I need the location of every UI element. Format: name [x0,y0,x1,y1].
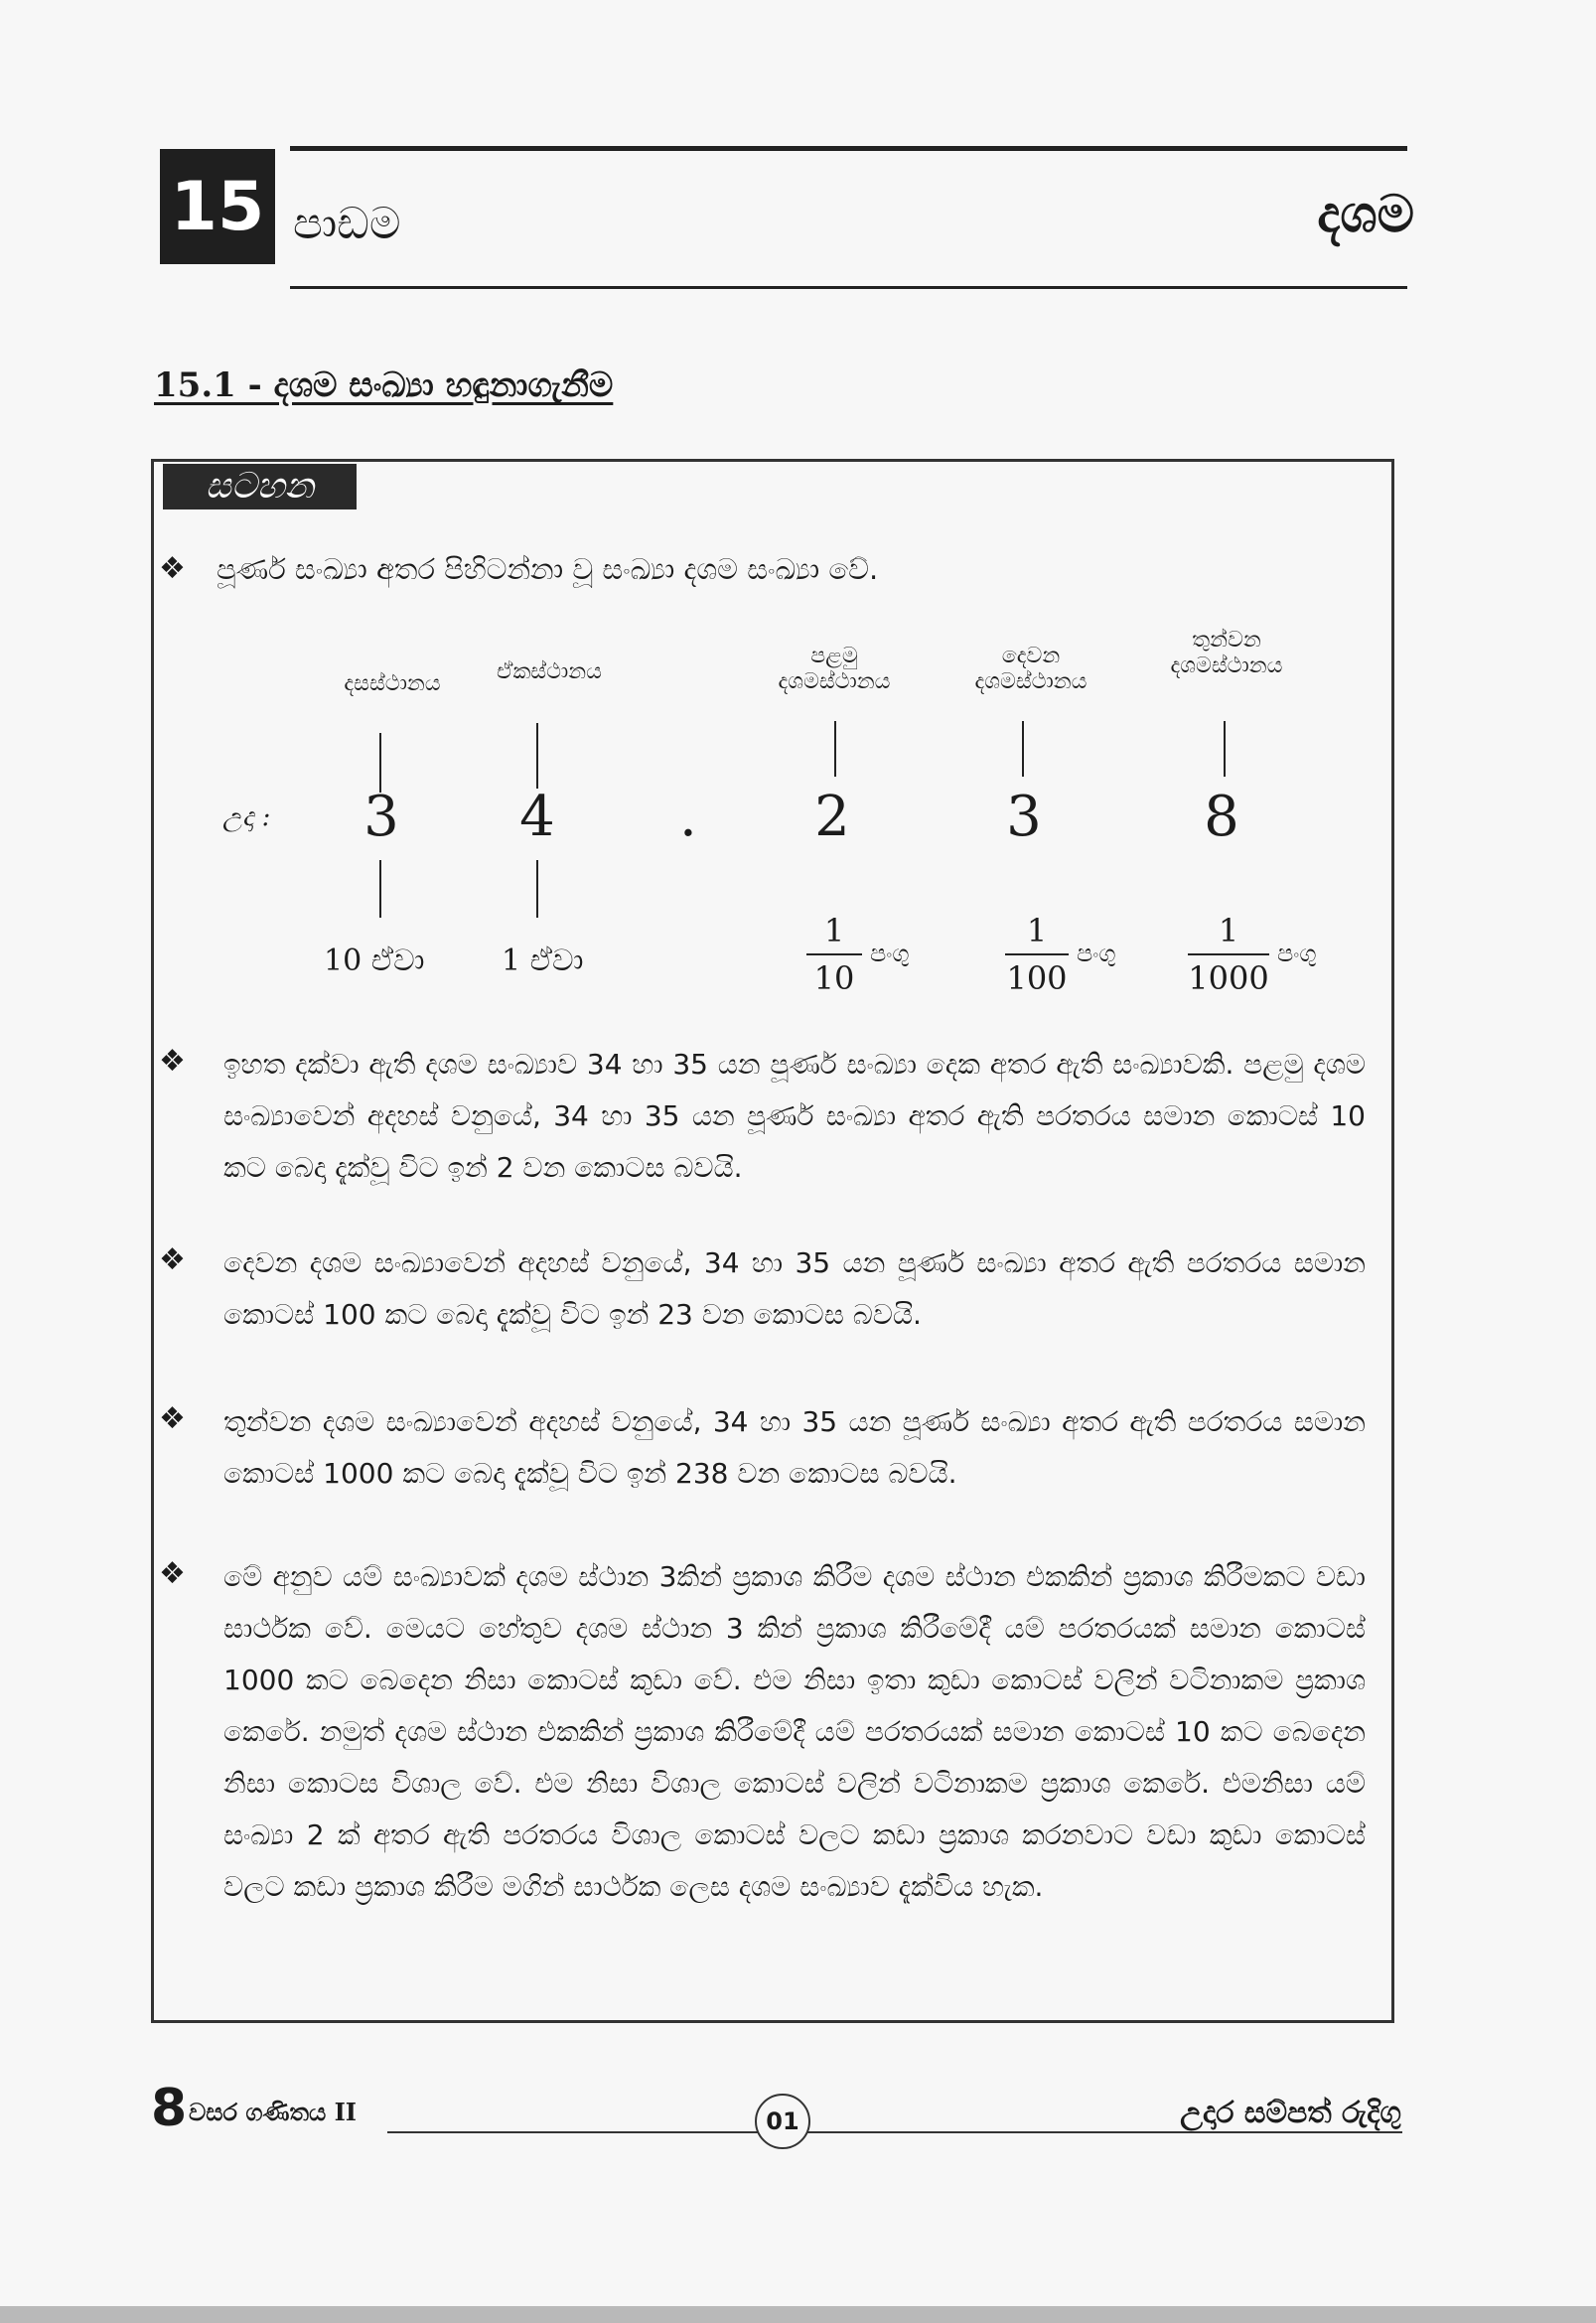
digit: 3 [1006,785,1042,849]
paragraph: ඉහත දක්වා ඇති දශම සංඛ්‍යාව 34 හා 35 යන පූර්ණ සංඛ්‍යා දෙක අතර ඇති සංඛ්‍යාවකි. පළමු දශම සංඛ්‍යාවෙන් අදහස් වනුයේ, 34 හා 35 යන පූර්ණ සංඛ්‍යා අතර ඇති පරතරය සමාන කොටස් 10 කට බෙදා දැක්වූ විට ඉන් 2 වන කොටස බවයි. [223,1048,1366,1184]
footer-rule [387,2131,1402,2133]
fraction-word: පංගු [870,940,910,967]
section-title: 15.1 - දශම සංඛ්‍යා හඳුනාගැනීම [154,365,614,405]
digit: 3 [363,785,399,849]
place-label: පළමු දශමස්ථානය [778,644,891,695]
footer-subject: වසර ගණිතය II [189,2098,358,2126]
lesson-word: පාඩම [293,199,401,249]
example-label: උදා : [222,802,271,832]
arrow-down-icon [536,723,538,789]
lesson-number: 15 [160,149,275,264]
digit: 8 [1204,785,1239,849]
fraction-word: පංගු [1277,940,1317,967]
paragraph: දෙවන දශම සංඛ්‍යාවෙන් අදහස් වනුයේ, 34 හා 35 යන පූර්ණ සංඛ්‍යා අතර ඇති පරතරය සමාන කොටස් 100 කට බෙදා දැක්වූ විට ඉන් 23 වන කොටස බවයි. [223,1246,1366,1331]
place-label: තුන්වන දශමස්ථානය [1170,628,1283,679]
chapter-title: දශම [1317,185,1414,244]
page-number: 01 [755,2094,810,2149]
arrow-up-icon [536,860,538,918]
footer-author: උදාර සම්පත් රුදිගු [1180,2096,1401,2130]
scan-edge [0,2306,1596,2323]
fraction-word: පංගු [1077,940,1116,967]
paragraph: මේ අනුව යම් සංඛ්‍යාවක් දශම ස්ථාන 3කින් ප්‍රකාශ කිරීම දශම ස්ථාන එකකින් ප්‍රකාශ කිරීමකට වඩා සාර්ථක වේ. මෙයට හේතුව දශම ස්ථාන 3 කින් ප්‍රකාශ කිරීමේදී යම් පරතරයක් සමාන කොටස් 1000 කට බෙදෙන නිසා කොටස් කුඩා වේ. එම නිසා ඉතා කුඩා කොටස් වලින් වටිනාකම ප්‍රකාශ කෙරේ. නමුත් දශම ස්ථාන එකකින් ප්‍රකාශ කිරීමේදී යම් පරතරයක් සමාන කොටස් 10 කට බෙදෙන නිසා කොටස විශාල වේ. එම නිසා විශාල කොටස් වලින් වටිනාකම ප්‍රකාශ කෙරේ. එමනිසා යම් සංඛ්‍යා 2 ක් අතර ඇති පරතරය විශාල කොටස් වලට කඩා ප්‍රකාශ කරනවාට වඩා කුඩා කොටස් වලට කඩා ප්‍රකාශ කිරීම මගින් සාර්ථක ලෙස දශම සංඛ්‍යාව දැක්විය හැක. [223,1560,1366,1903]
bullet-icon: ❖ [159,1242,186,1277]
header-rule-bottom [290,286,1407,289]
bullet-icon: ❖ [159,551,186,586]
decimal-point: . [679,785,697,849]
arrow-down-icon [379,733,381,793]
bullet-text-1: පූර්ණ සංඛ්‍යා අතර පිහිටන්නා වූ සංඛ්‍යා දශම සංඛ්‍යා වේ. [217,552,879,586]
place-value-text: 10 ඒවා [324,944,425,978]
bullet-icon: ❖ [159,1401,186,1436]
note-label: සටහන [163,464,357,509]
bullet-icon: ❖ [159,1556,186,1591]
arrow-down-icon [1022,721,1024,777]
digit: 2 [814,785,850,849]
fraction: 1 100 [1006,912,1068,997]
arrow-down-icon [834,721,836,777]
fraction: 1 1000 [1188,912,1269,997]
place-label: ඒකස්ථානය [497,659,602,684]
header-rule-top [290,146,1407,151]
fraction: 1 10 [806,912,862,997]
footer-grade: 8 [151,2079,188,2138]
arrow-up-icon [379,860,381,918]
place-value-text: 1 ඒවා [502,944,584,978]
arrow-down-icon [1224,721,1226,777]
place-label: දෙවන දශමස්ථානය [974,644,1088,695]
place-label: දසස්ථානය [344,671,441,696]
paragraph: තුන්වන දශම සංඛ්‍යාවෙන් අදහස් වනුයේ, 34 හා 35 යන පූර්ණ සංඛ්‍යා අතර ඇති පරතරය සමාන කොටස් 1000 කට බෙදා දැක්වූ විට ඉන් 238 වන කොටස බවයි. [223,1405,1366,1490]
digit: 4 [519,785,555,849]
bullet-icon: ❖ [159,1044,186,1079]
